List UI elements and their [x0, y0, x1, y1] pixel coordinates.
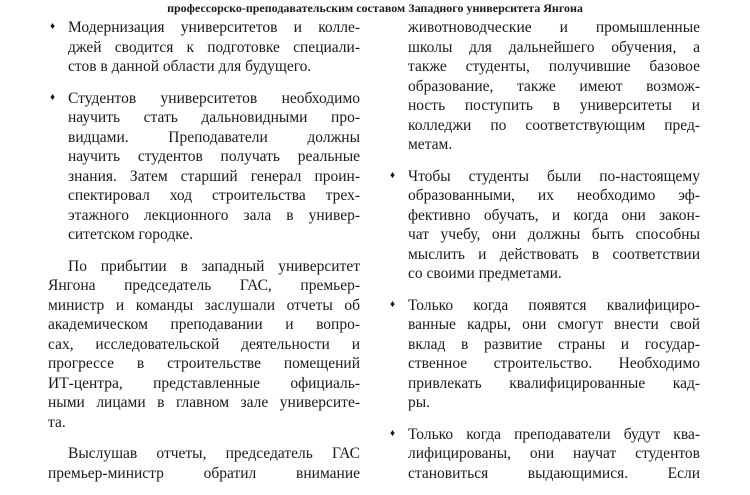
text-line: Студентов университетов необходимо — [68, 89, 360, 107]
diamond-bullet-icon: ♦ — [390, 298, 396, 310]
text-line: животноводческие и промышленные — [408, 19, 700, 36]
text-line: чат учебу, они должны быть способны — [408, 226, 700, 243]
text-line: ность поступить в университеты и — [408, 97, 700, 114]
paragraph — [48, 257, 360, 433]
text-line: ванные кадры, они смогут внести свой — [408, 316, 700, 333]
text-line: Только когда появятся квалифициро- — [408, 296, 700, 314]
text-line: знания. Затем старший генерал проин- — [68, 167, 360, 185]
bullet-item — [48, 89, 360, 245]
page-header: профессорско-преподавательским составом Западного университета Янгона — [167, 1, 583, 15]
bullet-item — [388, 167, 700, 284]
text-line: со своими предметами. — [408, 265, 562, 282]
continued-bullet-text — [388, 18, 700, 155]
text-line: Выслушав отчеты, председатель ГАС — [68, 445, 360, 462]
text-line: прогрессе в строительстве помещений — [48, 355, 360, 372]
text-line: Янгона председатель ГАС, премьер- — [48, 277, 360, 294]
text-line: мыслить и действовать в соответствии — [408, 245, 700, 263]
text-line: научить стать дальновидными про- — [68, 109, 360, 126]
text-line: ры. — [408, 394, 431, 411]
text-line: ственное строительство. Необходимо — [408, 355, 700, 372]
text-line: та. — [48, 413, 66, 431]
text-line: Только когда преподаватели будут ква- — [408, 425, 700, 443]
text-line: привлекать квалифицированные кад- — [408, 374, 700, 392]
diamond-bullet-icon: ♦ — [390, 427, 396, 439]
text-line: этажного лекционного зала в универ- — [68, 206, 360, 224]
diamond-bullet-icon: ♦ — [50, 91, 56, 103]
text-line: ИТ-центра, представленные официаль- — [48, 374, 360, 392]
text-line: фективно обучать, и когда они закон- — [408, 206, 700, 224]
text-line: ными лицами в главном зале университе- — [48, 394, 360, 411]
diamond-bullet-icon: ♦ — [390, 169, 396, 181]
diamond-bullet-icon: ♦ — [50, 21, 56, 32]
text-line: стов в данной области для будущего. — [68, 58, 312, 75]
right-column — [388, 18, 700, 495]
bullet-item — [388, 425, 700, 484]
text-line: По прибытии в западный университет — [68, 257, 360, 275]
text-line: становиться выдающимися. Если — [408, 464, 700, 482]
text-line: образование, также имеют возмож- — [408, 77, 700, 95]
text-line: образованными, их необходимо эф- — [408, 187, 700, 204]
text-line: ситетском городке. — [68, 226, 194, 243]
text-line: академическом преподавании и вопро- — [48, 316, 360, 333]
text-line: метам. — [408, 136, 453, 153]
text-line: сах, исследовательской деятельности и — [48, 335, 360, 353]
text-line: министр и команды заслушали отчеты об — [48, 296, 360, 314]
text-line: также студенты, получившие базовое — [408, 58, 700, 75]
paragraph — [48, 444, 360, 483]
bullet-item — [388, 296, 700, 413]
bullet-item — [48, 18, 360, 77]
text-line: школы для дальнейшего обучения, а — [408, 38, 700, 56]
text-line: спектировал ход строительства трех- — [68, 187, 360, 204]
text-line: Модернизация университетов и колле- — [68, 19, 360, 36]
text-line: лифицированы, они научат студентов — [408, 445, 700, 462]
text-line: научить студентов получать реальные — [68, 148, 360, 165]
text-line: вклад в развитие страны и государ- — [408, 335, 700, 353]
text-line: премьер-министр обратил внимание — [48, 464, 360, 482]
text-line: видцами. Преподаватели должны — [68, 128, 360, 146]
text-line: Чтобы студенты были по-настоящему — [408, 167, 700, 185]
left-column — [48, 18, 360, 495]
text-line: колледжи по соответствующим пред- — [408, 116, 700, 134]
text-line: джей сводится к подготовке специали- — [68, 38, 360, 56]
